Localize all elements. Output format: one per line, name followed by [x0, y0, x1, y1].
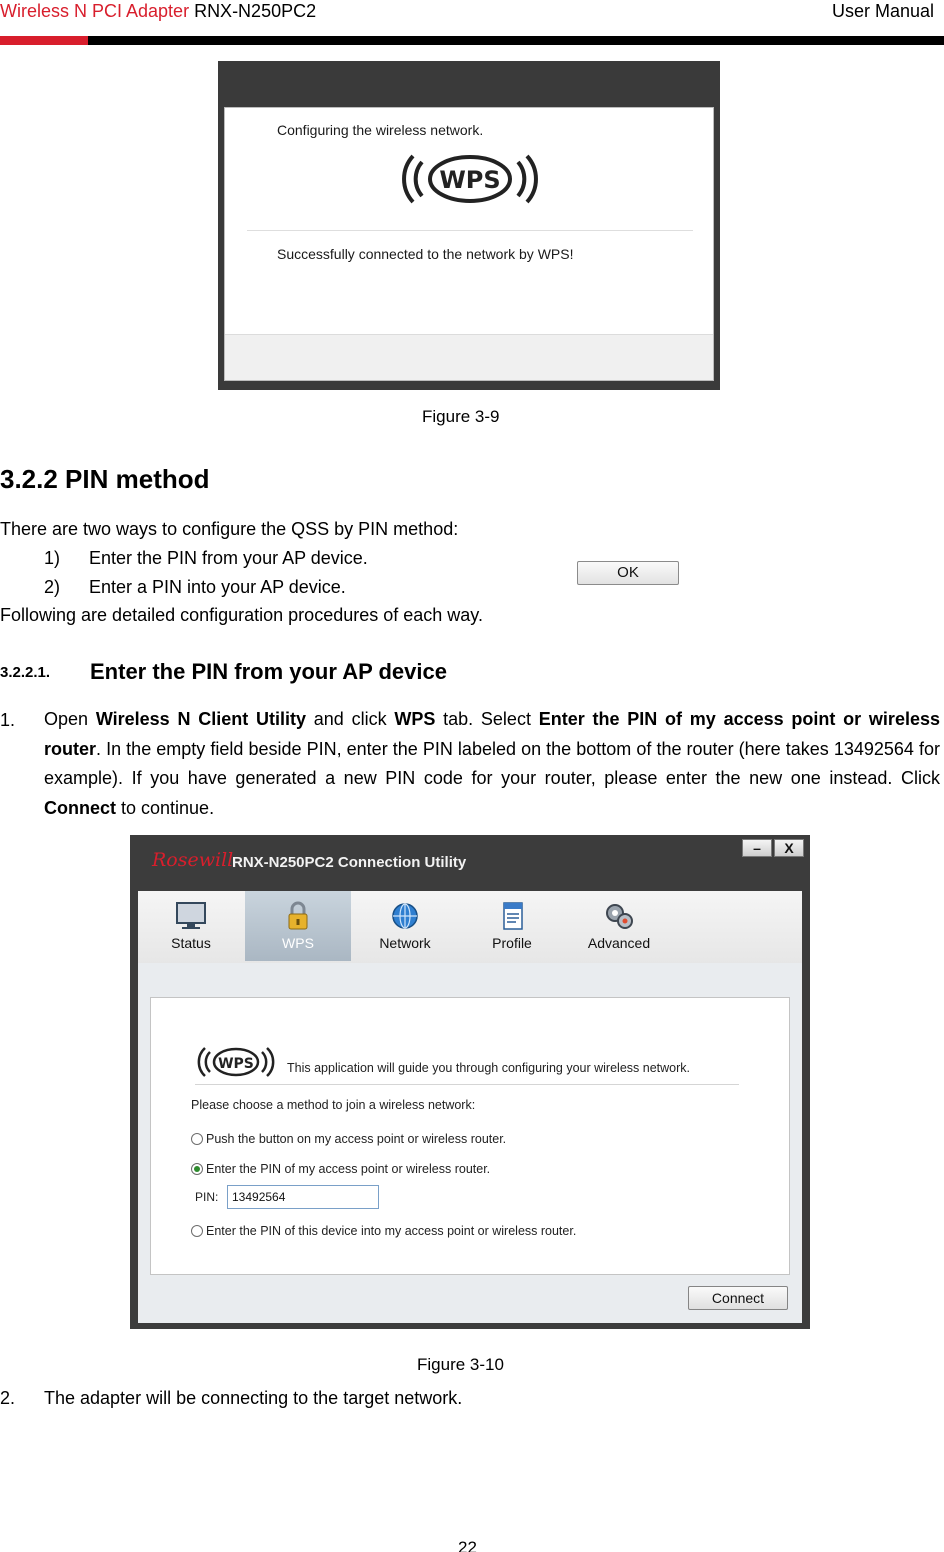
wps-tab-body [138, 963, 802, 1323]
option-push-button[interactable]: Push the button on my access point or wireless router. [191, 1132, 506, 1146]
close-button[interactable]: X [774, 839, 804, 857]
section-intro: There are two ways to configure the QSS by PIN method: [0, 519, 459, 539]
tab-label: Network [379, 935, 431, 951]
globe-icon [388, 901, 422, 931]
minimize-button[interactable]: – [742, 839, 772, 857]
radio-button-selected[interactable] [191, 1163, 203, 1175]
list-number: 2) [44, 577, 61, 597]
list-number: 1) [44, 548, 61, 568]
step2-text: The adapter will be connecting to the target network. [44, 1388, 463, 1408]
wps-guide-text: This application will guide you through configuring your wireless network. [287, 1061, 690, 1075]
pin-label: PIN: [195, 1190, 219, 1204]
dialog-separator [247, 230, 693, 231]
step-number: 1. [0, 710, 16, 730]
tab-advanced[interactable] [566, 891, 672, 961]
pin-input[interactable] [227, 1185, 379, 1209]
tab-wps[interactable] [245, 891, 351, 961]
tab-label: Profile [492, 935, 532, 951]
figure-caption-3-10: Figure 3-10 [417, 1355, 504, 1374]
section-heading: 3.2.2 PIN method [0, 464, 210, 494]
wps-panel [150, 997, 790, 1275]
window-title: RNX-N250PC2 Connection Utility [232, 854, 467, 871]
document-icon [495, 901, 529, 931]
panel-separator [195, 1084, 739, 1085]
section-following: Following are detailed configuration procedures of each way. [0, 605, 483, 625]
tab-label: WPS [282, 935, 314, 951]
lock-icon [281, 901, 315, 931]
list-item: Enter the PIN from your AP device. [89, 548, 368, 568]
radio-button[interactable] [191, 1133, 203, 1145]
connect-button[interactable]: Connect [688, 1286, 788, 1310]
svg-text:WPS: WPS [439, 166, 501, 194]
tab-profile[interactable] [459, 891, 565, 961]
dialog-message-configuring: Configuring the wireless network. [277, 122, 484, 138]
header-title [0, 0, 316, 22]
option-enter-ap-pin[interactable]: Enter the PIN of my access point or wireless router. [191, 1162, 490, 1176]
step-number: 2. [0, 1388, 16, 1408]
header-model: RNX-N250PC2 [189, 1, 317, 21]
radio-button[interactable] [191, 1225, 203, 1237]
header-rule [0, 36, 944, 45]
connection-utility-window [130, 835, 810, 1329]
tab-label: Status [171, 935, 211, 951]
list-item: Enter a PIN into your AP device. [89, 577, 346, 597]
gears-icon [602, 901, 636, 931]
tab-network[interactable] [352, 891, 458, 961]
tab-bar [138, 891, 802, 965]
subsection-heading: Enter the PIN from your AP device [90, 659, 447, 684]
rosewill-logo: Rosewill [152, 849, 234, 871]
monitor-icon [174, 901, 208, 931]
tab-status[interactable] [138, 891, 244, 961]
option-device-pin[interactable]: Enter the PIN of this device into my access point or wireless router. [191, 1224, 576, 1238]
ok-button[interactable]: OK [577, 561, 679, 585]
svg-text:WPS: WPS [218, 1056, 254, 1072]
dialog-message-success: Successfully connected to the network by WPS! [277, 246, 574, 262]
subsection-number: 3.2.2.1. [0, 664, 51, 681]
figure-caption-3-9: Figure 3-9 [422, 407, 500, 426]
method-prompt: Please choose a method to join a wireless network: [191, 1098, 476, 1112]
header-rule-accent [0, 36, 88, 45]
header-brand: Wireless N PCI Adapter [0, 1, 190, 21]
wps-logo-icon [395, 148, 545, 210]
tab-label: Advanced [587, 935, 651, 951]
page-number: 22 [458, 1538, 477, 1552]
header-doc-type: User Manual [831, 1, 934, 21]
wps-logo-icon [195, 1044, 277, 1080]
step1-paragraph: Open Wireless N Client Utility and click WPS tab. Select Enter the PIN of my access point or wireless router. In the empty field beside PIN, enter the PIN labeled on the bottom of the router (here takes 13492564 for example). If you have generated a new PIN code for your router, please enter the new one instead. Click Connect to continue. [44, 709, 940, 818]
